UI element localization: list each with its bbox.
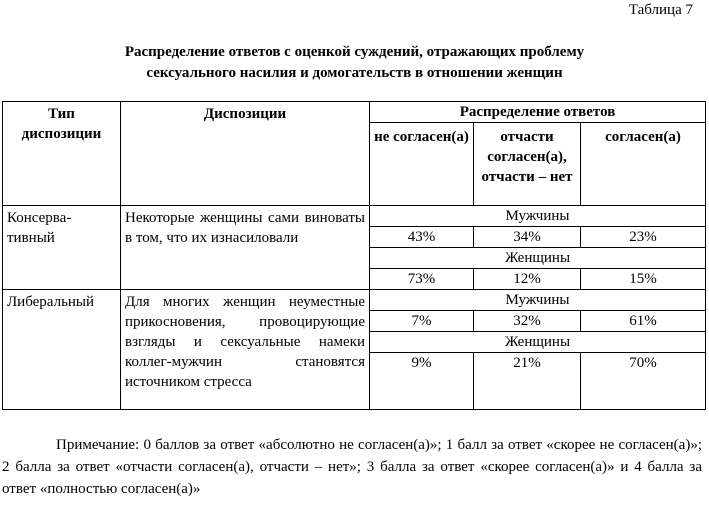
table-label: Таблица 7	[628, 2, 693, 18]
distribution-table	[2, 101, 706, 410]
note-text: Примечание: 0 баллов за ответ «абсолютно не согласен(а)»; 1 балл за ответ «скорее не согласен(а)»; 2 балла за ответ «отчасти согласен(а), отчасти – нет»; 3 балла за ответ «скорее согласен(а)» и 4 балла за ответ «полностью согласен(а)»	[2, 437, 702, 497]
header-disposition: Диспозиции	[121, 102, 370, 206]
group-label-women: Женщины	[370, 332, 706, 353]
group-label-women: Женщины	[370, 248, 706, 269]
row-statement: Для многих женщин неуместные прикосновения, провоцирующие взгляды и сексуальные намеки коллег-мужчин становятся источником стресса	[121, 290, 370, 410]
row-statement: Некоторые женщины сами виноваты в том, что их изнасиловали	[121, 206, 370, 290]
header-disagree: не согласен(а)	[370, 123, 474, 206]
value-cell: 12%	[474, 269, 581, 290]
group-label-men: Мужчины	[370, 290, 706, 311]
value-cell: 15%	[581, 269, 706, 290]
value-cell: 70%	[581, 353, 706, 410]
value-cell: 43%	[370, 227, 474, 248]
header-partly: отчасти согласен(а), отчасти – нет	[474, 123, 581, 206]
value-cell: 73%	[370, 269, 474, 290]
header-distribution: Распределение ответов	[370, 102, 706, 123]
table-title	[0, 42, 709, 84]
title-line-1: Распределение ответов с оценкой суждений, отражающих проблему	[124, 44, 585, 60]
group-label-men: Мужчины	[370, 206, 706, 227]
header-row-1	[3, 102, 706, 123]
header-agree: согласен(а)	[581, 123, 706, 206]
value-cell: 34%	[474, 227, 581, 248]
table-row	[3, 206, 706, 227]
value-cell: 7%	[370, 311, 474, 332]
value-cell: 32%	[474, 311, 581, 332]
table-note	[2, 434, 702, 500]
title-line-2: сексуального насилия и домогательств в отношении женщин	[146, 65, 563, 81]
value-cell: 21%	[474, 353, 581, 410]
value-cell: 23%	[581, 227, 706, 248]
row-type: Консерва-тивный	[3, 206, 121, 290]
table-row	[3, 290, 706, 311]
value-cell: 9%	[370, 353, 474, 410]
row-type: Либеральный	[3, 290, 121, 410]
header-type: Тип диспозиции	[3, 102, 121, 206]
value-cell: 61%	[581, 311, 706, 332]
